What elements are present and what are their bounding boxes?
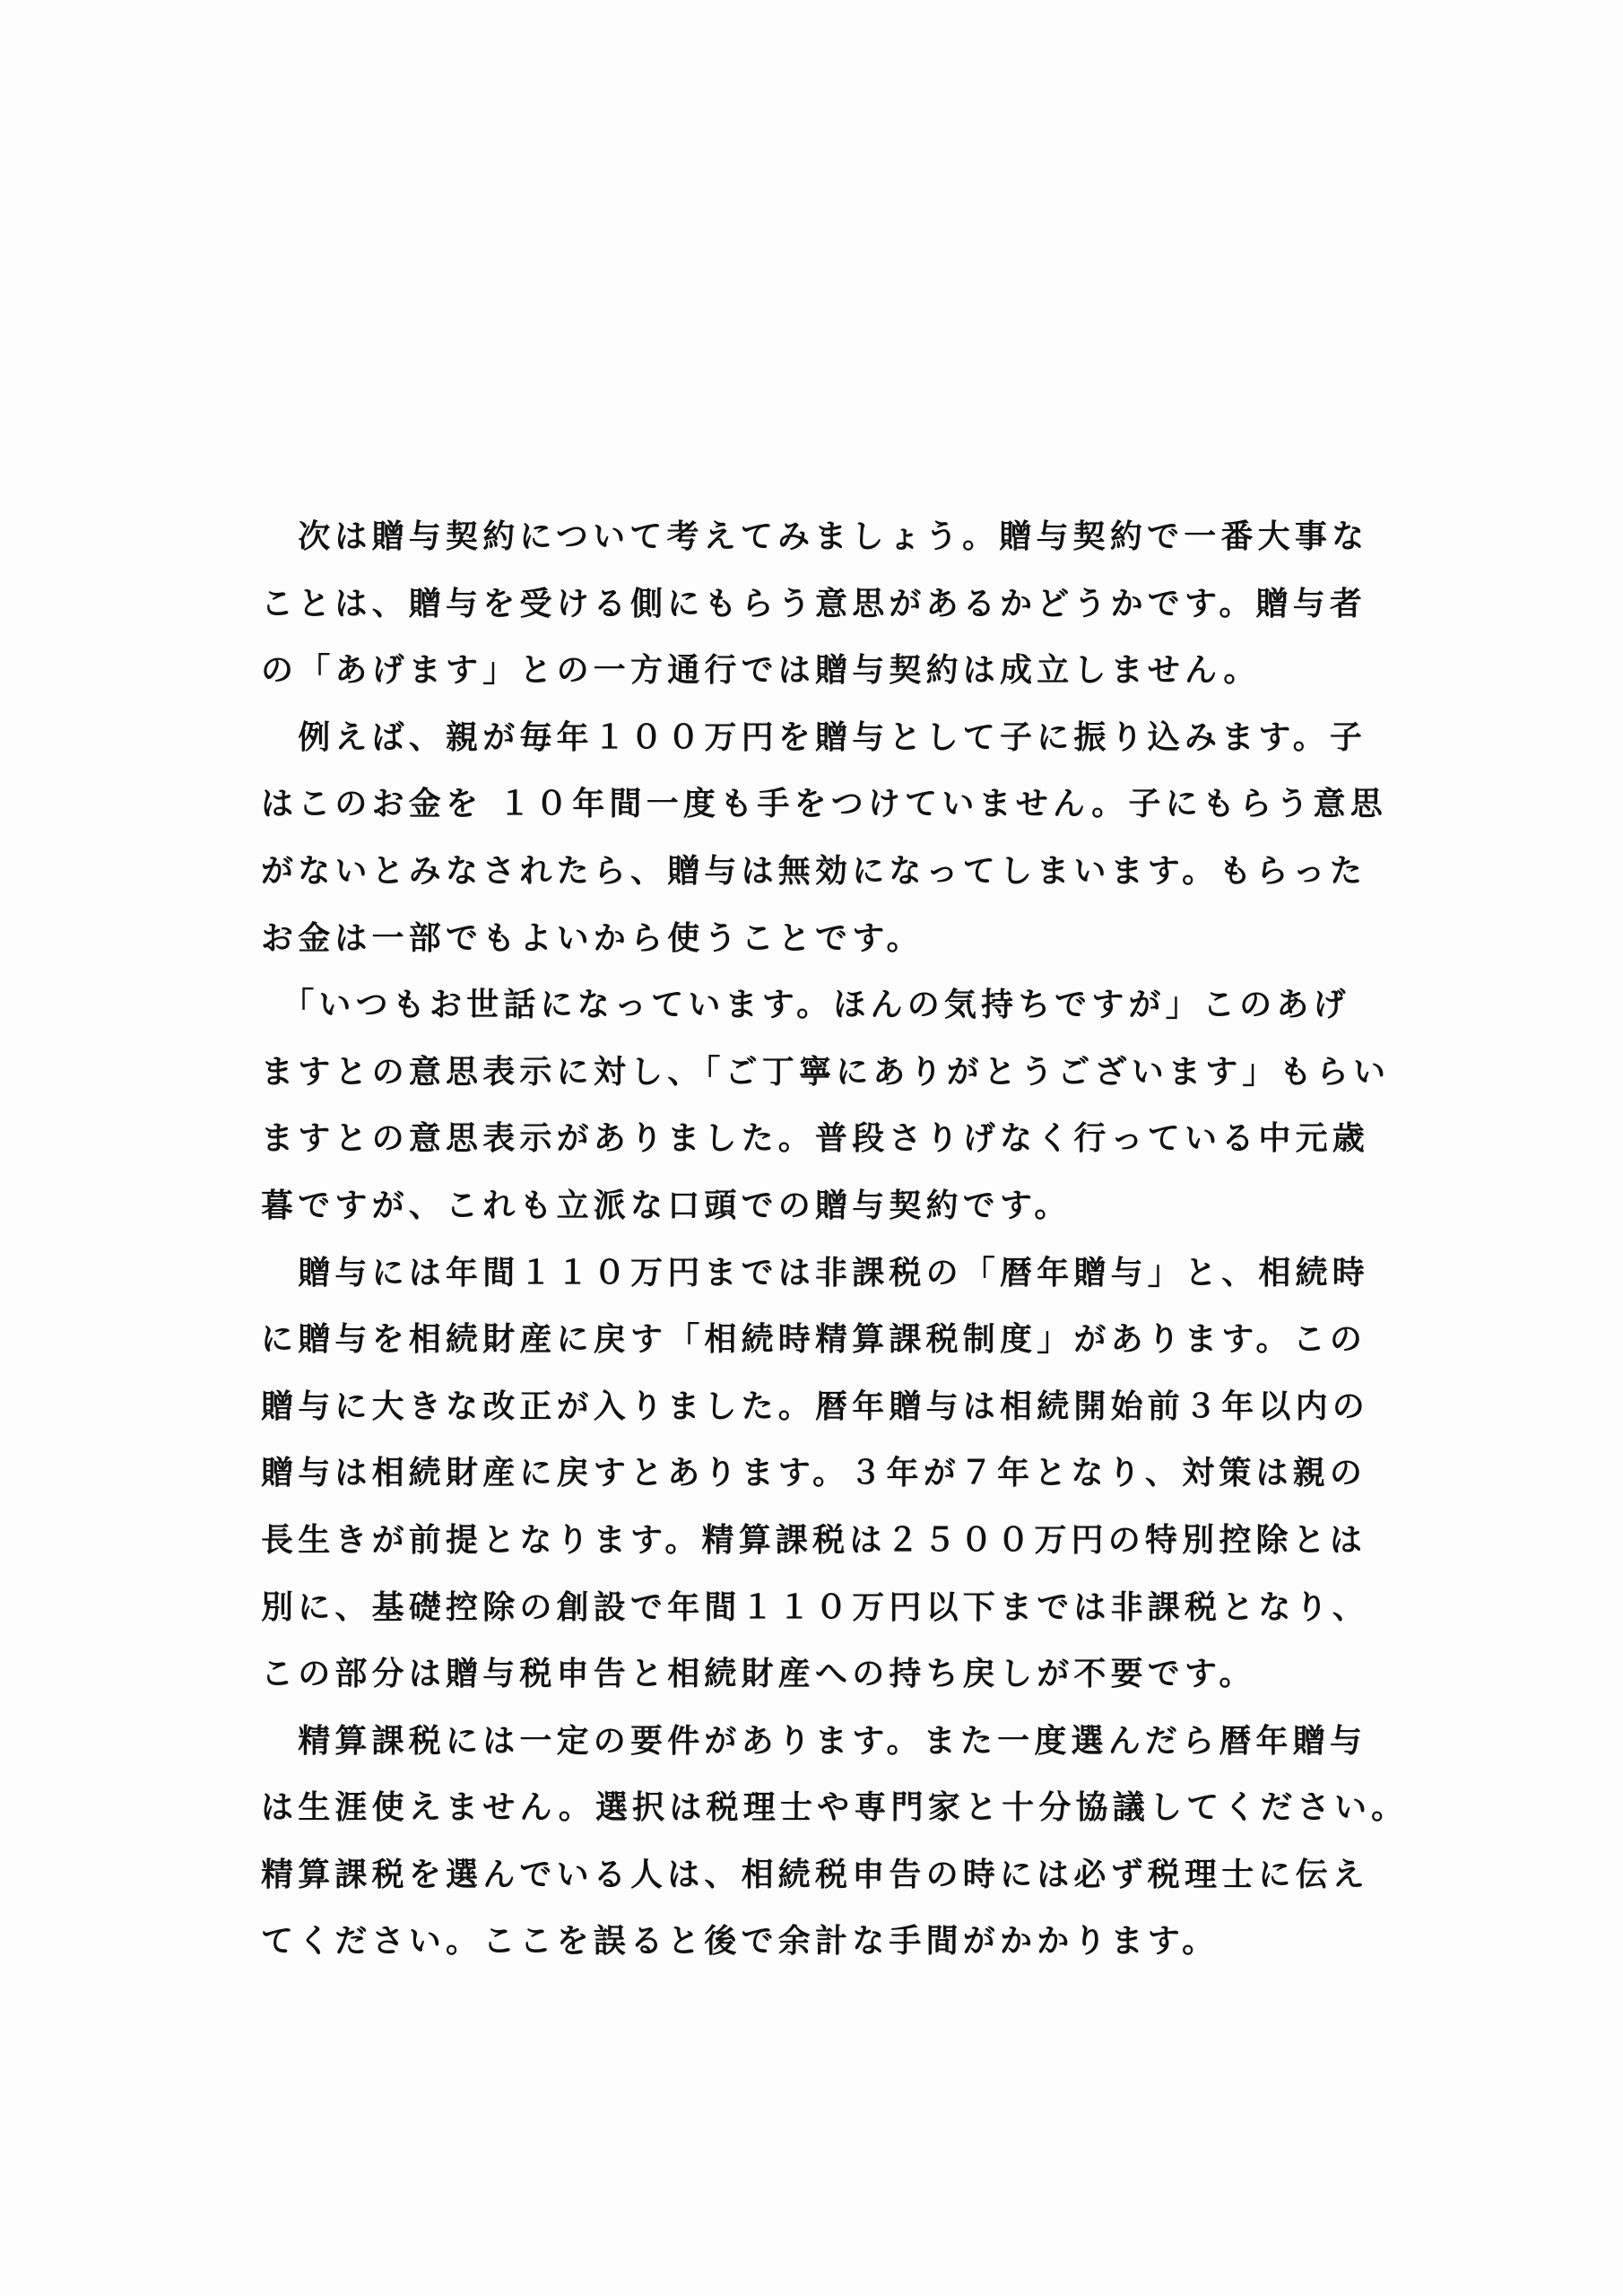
text-line-18: この部分は贈与税申告と相続財産への持ち戻しが不要です。 bbox=[261, 1656, 1256, 1693]
text-line-13: に贈与を相続財産に戻す「相続時精算課税制度」があります。この bbox=[261, 1321, 1367, 1359]
text-line-14: 贈与に大きな改正が入りました。暦年贈与は相続開始前３年以内の bbox=[261, 1387, 1370, 1425]
text-line-21: 精算課税を選んでいる人は、相続税申告の時には必ず税理士に伝え bbox=[261, 1856, 1370, 1893]
text-line-9: ますとの意思表示に対し、「ご丁寧にありがとうございます」もらい bbox=[261, 1053, 1391, 1091]
text-line-7: お金は一部でもよいから使うことです。 bbox=[261, 919, 924, 957]
text-line-12: 贈与には年間１１０万円までは非課税の「暦年贈与」と、相続時 bbox=[261, 1254, 1370, 1292]
text-line-6: がないとみなされたら、贈与は無効になってしまいます。もらった bbox=[261, 852, 1367, 890]
text-line-5: はこのお金を １０年間一度も手をつけていません。子にもらう意思 bbox=[261, 786, 1387, 823]
text-line-1: 次は贈与契約について考えてみましょう。贈与契約で一番大事な bbox=[261, 518, 1369, 555]
text-line-4: 例えば、親が毎年１００万円を贈与として子に振り込みます。子 bbox=[261, 718, 1367, 756]
text-line-8: 「いつもお世話になっています。ほんの気持ちですが」このあげ bbox=[261, 987, 1350, 1024]
text-line-17: 別に、基礎控除の創設で年間１１０万円以下までは非課税となり、 bbox=[261, 1588, 1370, 1626]
text-line-2: ことは、贈与を受ける側にもらう意思があるかどうかです。贈与者 bbox=[261, 585, 1367, 622]
body-text bbox=[261, 504, 1409, 1976]
text-line-3: の「あげます」との一方通行では贈与契約は成立しません。 bbox=[261, 652, 1261, 690]
text-line-22: てください。ここを誤ると後で余計な手間がかかります。 bbox=[261, 1923, 1219, 1961]
text-line-15: 贈与は相続財産に戻すとあります。３年が７年となり、対策は親の bbox=[261, 1455, 1367, 1492]
text-line-10: ますとの意思表示がありました。普段さりげなく行っている中元歳 bbox=[261, 1120, 1370, 1158]
text-line-16: 長生きが前提となります。精算課税は２５００万円の特別控除とは bbox=[261, 1521, 1367, 1559]
text-line-20: は生涯使えません。選択は税理士や専門家と十分協議してください。 bbox=[261, 1789, 1409, 1827]
text-line-19: 精算課税には一定の要件があります。また一度選んだら暦年贈与 bbox=[261, 1722, 1367, 1760]
text-line-11: 暮ですが、これも立派な口頭での贈与契約です。 bbox=[261, 1187, 1072, 1224]
